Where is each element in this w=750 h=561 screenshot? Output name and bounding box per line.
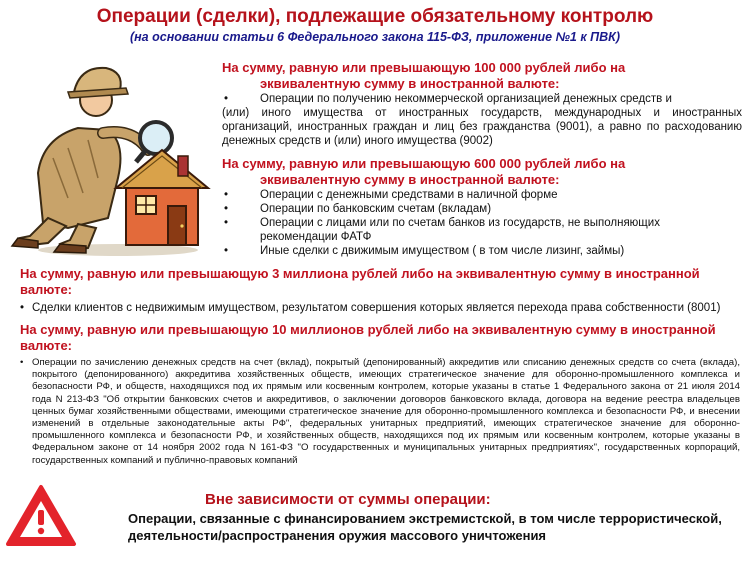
section-100000 (222, 60, 742, 148)
section-text-any-amount: Операции, связанные с финансированием экстремистской, в том числе террористической, деятельности/распространения оружия массового уничтожения (128, 511, 722, 543)
section-3-million (20, 266, 728, 315)
heading-line-1: На сумму, равную или превышающую 600 000 рублей либо на (222, 156, 626, 171)
list-item: • Иные сделки с движимым имуществом ( в том числе лизинг, займы) (222, 244, 742, 258)
list-item: • Операции с лицами или по счетам банков из государств, не выполняющих рекомендации ФАТФ (222, 216, 742, 244)
section-heading: На сумму, равную или превышающую 10 миллионов рублей либо на эквивалентную сумму в иностранной валюте: (20, 322, 716, 353)
section-600000 (222, 156, 742, 258)
heading-line-2: эквивалентную сумму в иностранной валюте: (260, 76, 560, 91)
page-subtitle: (на основании статьи 6 Федерального закона 115-ФЗ, приложение №1 к ПВК) (129, 30, 621, 44)
list-item: • Операции по банковским счетам (вкладам) (222, 202, 742, 216)
page-title: Операции (сделки), подлежащие обязательному контролю (96, 6, 654, 27)
section-heading: На сумму, равную или превышающую 3 миллиона рублей либо на эквивалентную сумму в иностранной валюте: (20, 266, 700, 297)
heading-line-2: эквивалентную сумму в иностранной валюте: (260, 172, 560, 187)
section-10-million (20, 322, 740, 467)
warning-icon (5, 483, 77, 549)
list-item: • Операции по получению некоммерческой организацией денежных средств и (222, 92, 742, 106)
list-item-continuation: (или) иного имущества от иностранных государств, международных и иностранных организаций, иностранных граждан и лиц без гражданства (9001), а равно по расходованию денежных средств и (или) иного имущества (9002) (222, 107, 742, 147)
section-heading (222, 60, 742, 92)
detective-house-icon (8, 58, 213, 258)
heading-line-1: На сумму, равную или превышающую 100 000 рублей либо на (222, 60, 626, 75)
section-heading-any-amount: Вне зависимости от суммы операции: (205, 491, 491, 508)
list-item: • Сделки клиентов с недвижимым имуществом, результатом совершения которых является перехода права собственности (8001) (20, 301, 728, 315)
list-item: • Операции с денежными средствами в наличной форме (222, 188, 742, 202)
section-heading (222, 156, 742, 188)
list-item: • Операции по зачислению денежных средств на счет (вклад), покрытый (депонированный) аккредитив или списанию денежных средств со счета (вклада), покрытого (депонированного) аккредитива хозяйственных обществ, имеющих стратегическое значение для оборонно-промышленного комплекса и безопасности РФ, и обществ, находящихся под их прямым или косвенным контролем, которые указаны в статье 1 Федерального закона от 21 июля 2014 года N 213-ФЗ "Об открытии банковских счетов и аккредитивов, о заключении договоров банковского вклада, договора на ведение реестра владельцев ценных бумаг хозяйственными обществами, имеющими стратегическое значение для оборонно-промышленного комплекса и безопасности РФ, и внесении изменений в отдельные законодательные акты РФ", федеральных унитарных предприятий, имеющих стратегическое значение для оборонно-промышленного комплекса и безопасности РФ, и хозяйственных обществ, находящихся под их прямым или косвенным контролем, которые указаны в Федеральном законе от 14 ноября 2002 года N 161-ФЗ "О государственных и муниципальных унитарных предприятиях", государственных корпораций, государственных компаний и публично-правовых компаний (20, 357, 740, 467)
